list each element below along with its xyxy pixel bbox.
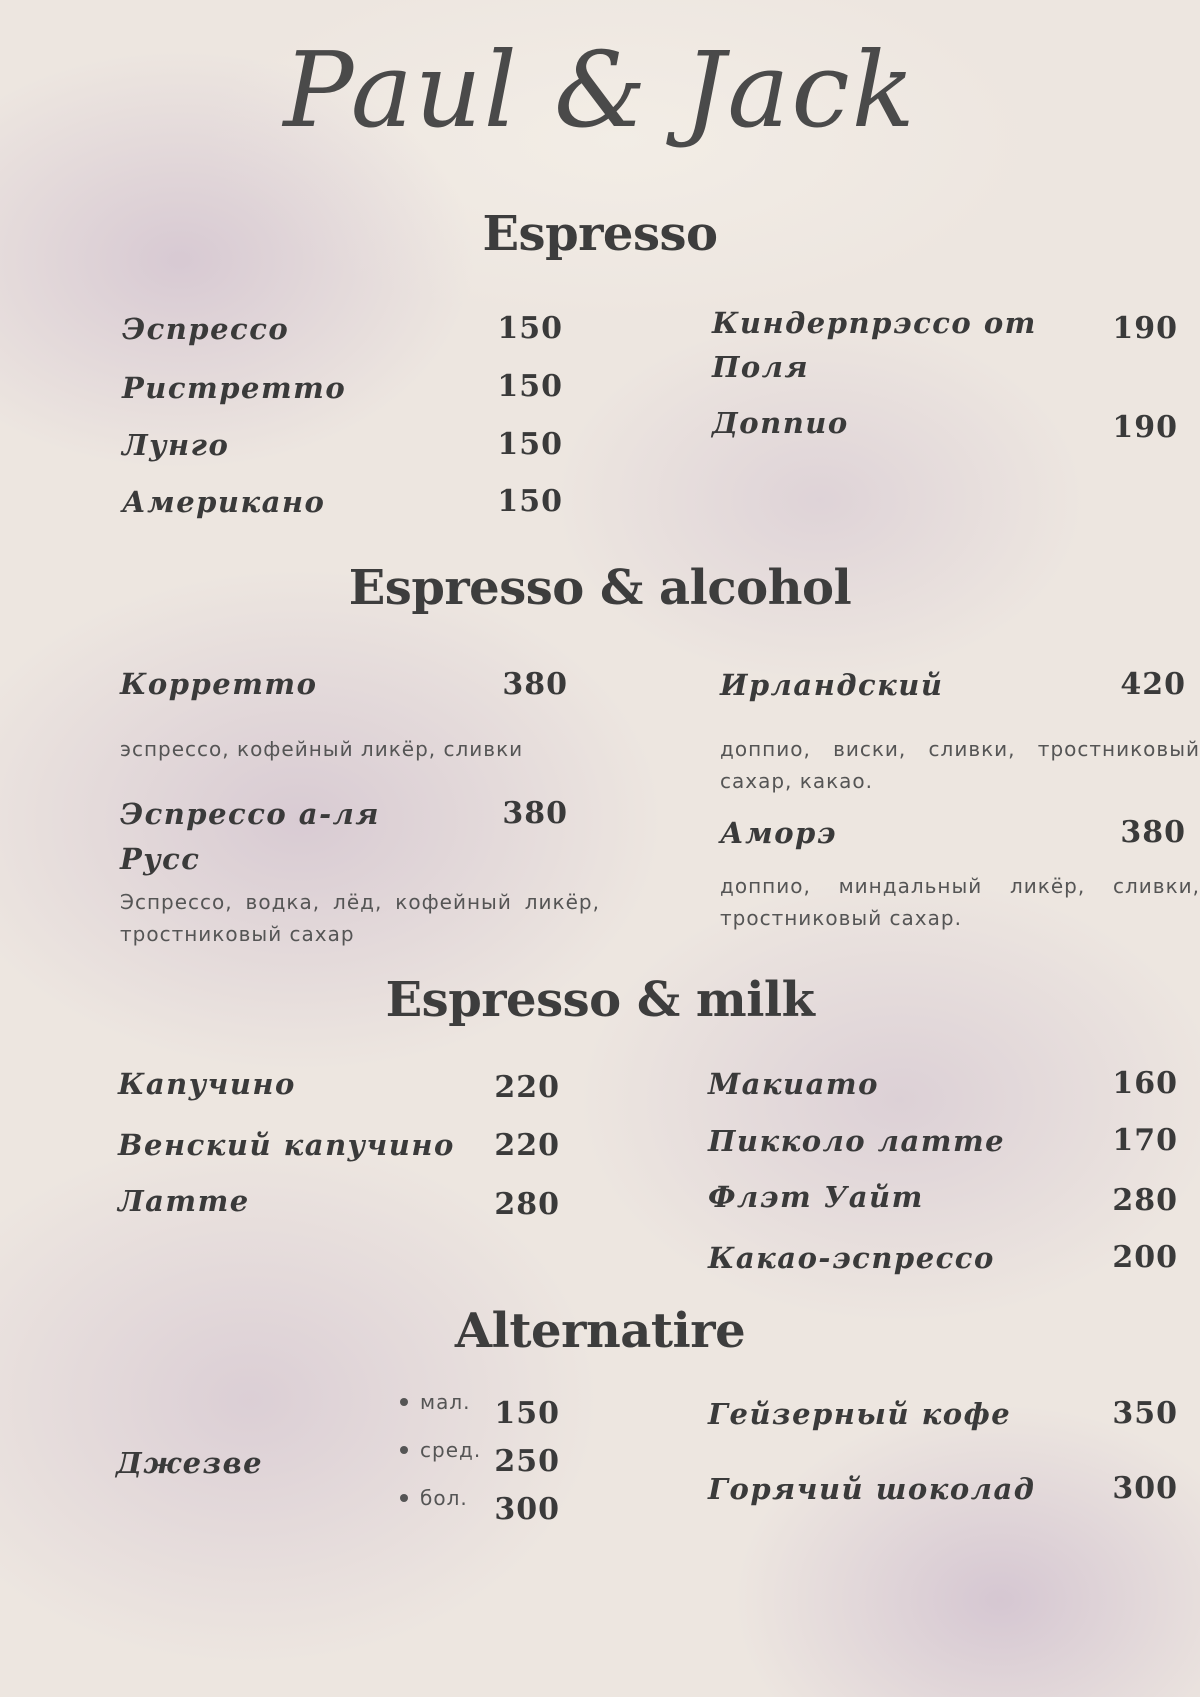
menu-item-name: Аморэ xyxy=(720,816,838,850)
size-option xyxy=(400,1390,470,1438)
size-option xyxy=(400,1438,481,1486)
menu-item-price: 150 xyxy=(497,484,563,519)
menu-item-name: Латте xyxy=(118,1184,250,1218)
menu-item-description: доппио, миндальный ликёр, сливки, тростниковый сахар. xyxy=(720,874,1200,930)
size-option xyxy=(400,1486,468,1534)
brand-logo: Paul & Jack xyxy=(283,29,917,151)
menu-item-price: 220 xyxy=(494,1128,560,1163)
menu-item-price: 380 xyxy=(1120,815,1186,850)
menu-item-price: 200 xyxy=(1112,1240,1178,1275)
size-label: мал. xyxy=(420,1390,471,1414)
menu-item-name: Пикколо латте xyxy=(708,1124,1006,1158)
menu-item-name: Флэт Уайт xyxy=(708,1180,924,1214)
menu-item-price: 150 xyxy=(497,427,563,462)
menu-item-name: Гейзерный кофе xyxy=(708,1397,1012,1431)
menu-item-name: Горячий шоколад xyxy=(708,1472,1036,1506)
menu-item-price: 160 xyxy=(1112,1066,1178,1101)
menu-item-description: Эспрессо, водка, лёд, кофейный ликёр, тростниковый сахар xyxy=(120,890,600,946)
menu-item-name: Эспрессо xyxy=(122,312,290,346)
menu-item-name: Эспрессо а-ля Русс xyxy=(120,797,380,876)
menu-item-price: 380 xyxy=(502,796,568,831)
menu-item-name: Киндерпрэссо от Поля xyxy=(712,306,1037,384)
menu-item-price: 350 xyxy=(1112,1396,1178,1431)
bullet-icon xyxy=(400,1446,408,1454)
menu-item-description: эспрессо, кофейный ликёр, сливки xyxy=(120,737,524,761)
menu-item-price: 220 xyxy=(494,1070,560,1105)
size-label: бол. xyxy=(420,1486,468,1510)
menu-item-name: Какао-эспрессо xyxy=(708,1241,995,1275)
section-title-alternative: Alternatire xyxy=(454,1303,746,1359)
menu-item-name: Корретто xyxy=(120,667,318,701)
bullet-icon xyxy=(400,1398,408,1406)
menu-item-price: 250 xyxy=(494,1444,560,1479)
menu-item-price: 280 xyxy=(494,1187,560,1222)
menu-item-price: 150 xyxy=(497,369,563,404)
menu-item-price: 280 xyxy=(1112,1183,1178,1218)
section-title-espresso-alcohol: Espresso & alcohol xyxy=(348,560,852,616)
menu-item-name: Ирландский xyxy=(720,668,944,702)
menu-item-name: Венский капучино xyxy=(118,1128,455,1162)
section-title-espresso-milk: Espresso & milk xyxy=(385,972,815,1028)
menu-item-price: 170 xyxy=(1112,1123,1178,1158)
menu-item-name: Джезве xyxy=(116,1446,264,1480)
menu-item-price: 150 xyxy=(494,1396,560,1431)
menu-item-price: 380 xyxy=(502,667,568,702)
menu-item-name: Капучино xyxy=(118,1067,296,1101)
menu-item-description: доппио, виски, сливки, тростниковый сахар, какао. xyxy=(720,737,1200,793)
menu-item-price: 190 xyxy=(1112,311,1178,346)
menu-item-price: 300 xyxy=(494,1492,560,1527)
menu-item-price: 150 xyxy=(497,311,563,346)
menu-item-price: 190 xyxy=(1112,410,1178,445)
menu-item-price: 300 xyxy=(1112,1471,1178,1506)
section-title-espresso: Espresso xyxy=(482,206,718,262)
menu-item-name: Американо xyxy=(122,485,326,519)
menu-item-price: 420 xyxy=(1120,667,1186,702)
menu-item-name: Лунго xyxy=(122,428,230,462)
menu-item-name: Доппио xyxy=(712,406,849,440)
menu-item-name: Ристретто xyxy=(122,371,347,405)
size-label: сред. xyxy=(420,1438,482,1462)
menu-item-name: Макиато xyxy=(708,1067,879,1101)
bullet-icon xyxy=(400,1494,408,1502)
